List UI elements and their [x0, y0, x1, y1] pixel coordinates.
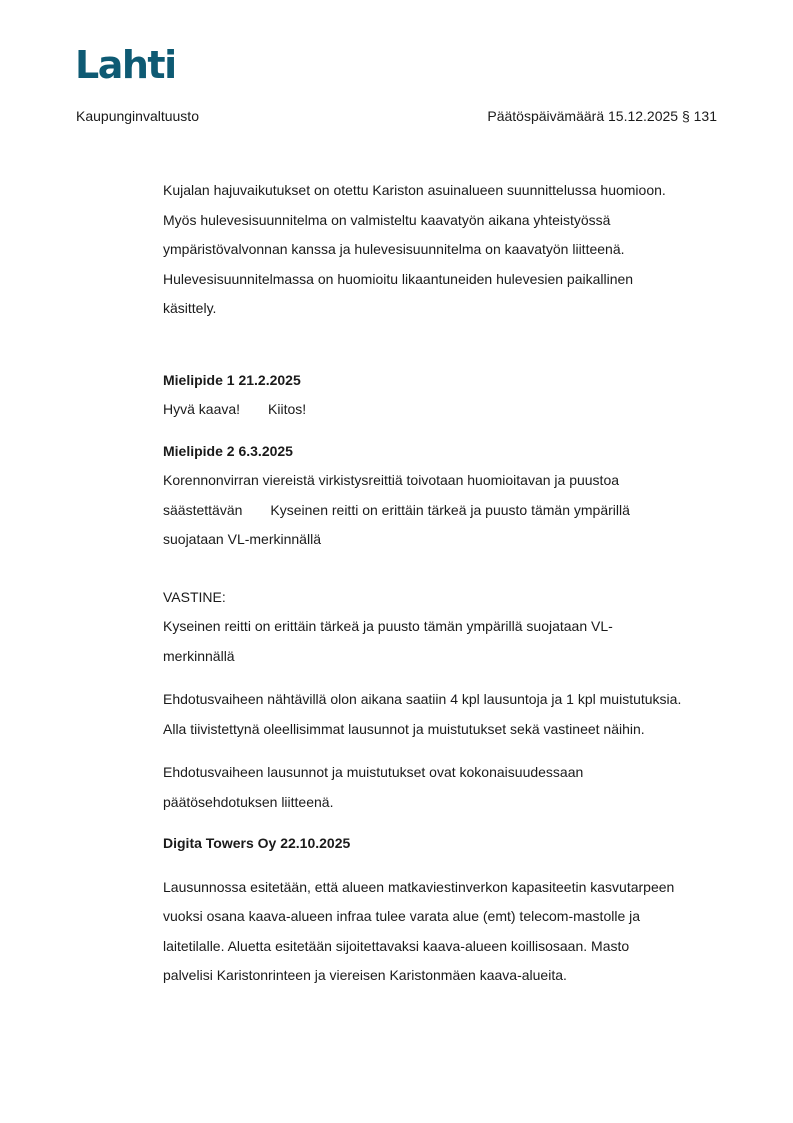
text-line: Korennonvirran viereistä virkistysreittiä toivotaan huomioitavan ja puustoa	[163, 472, 620, 488]
mielipide-1-text-a: Hyvä kaava!	[163, 401, 241, 417]
mielipide-1-text	[163, 395, 723, 425]
section-mielipide-1	[163, 366, 723, 425]
text-line: Ehdotusvaiheen nähtävillä olon aikana saatiin 4 kpl lausuntoja ja 1 kpl muistutuksia.	[163, 691, 682, 707]
text-line: palvelisi Karistonrinteen ja viereisen Karistonmäen kaava-alueita.	[163, 967, 567, 983]
section-vastine	[163, 583, 723, 672]
mielipide-2-heading: Mielipide 2 6.3.2025	[163, 442, 293, 459]
text-line: laitetilalle. Aluetta esitetään sijoitettavaksi kaava-alueen koillisosaan. Masto	[163, 937, 630, 954]
section-digita	[163, 829, 723, 991]
text-line: Ehdotusvaiheen lausunnot ja muistutukset ovat kokonaisuudessaan	[163, 764, 584, 780]
text-line: käsittely.	[163, 300, 217, 316]
text-line: Hulevesisuunnitelmassa on huomioitu likaantuneiden hulevesien paikallinen	[163, 270, 634, 287]
text-line: ympäristövalvonnan kanssa ja hulevesisuunnitelma on kaavatyön liitteenä.	[163, 241, 625, 257]
document-body	[163, 176, 723, 991]
text-line: päätösehdotuksen liitteenä.	[163, 793, 334, 810]
text-line: Kujalan hajuvaikutukset on otettu Kariston asuinalueen suunnittelussa huomioon.	[163, 182, 666, 198]
mielipide-1-text-b: Kiitos!	[268, 401, 307, 417]
text-line	[163, 496, 723, 526]
digita-heading: Digita Towers Oy 22.10.2025	[163, 835, 351, 851]
paragraph-hajuvaikutukset	[163, 176, 723, 324]
text-line: merkinnällä	[163, 647, 235, 664]
mielipide-2-line2a: säästettävän	[163, 501, 243, 518]
lahti-logo-text: Lahti	[75, 43, 176, 87]
text-line: suojataan VL-merkinnällä	[163, 531, 321, 547]
vastine-label: VASTINE:	[163, 588, 226, 605]
mielipide-1-heading: Mielipide 1 21.2.2025	[163, 371, 301, 388]
text-line: Lausunnossa esitetään, että alueen matkaviestinverkon kapasiteetin kasvutarpeen	[163, 878, 675, 895]
mielipide-2-line2b: Kyseinen reitti on erittäin tärkeä ja puusto tämän ympärillä	[270, 501, 630, 518]
header-decision-date: Päätöspäivämäärä 15.12.2025 § 131	[487, 108, 717, 124]
text-line: Myös hulevesisuunnitelma on valmisteltu kaavatyön aikana yhteistyössä	[163, 211, 611, 228]
text-line: vuoksi osana kaava-alueen infraa tulee varata alue (emt) telecom-mastolle ja	[163, 908, 641, 924]
text-line: Kyseinen reitti on erittäin tärkeä ja puusto tämän ympärillä suojataan VL-	[163, 618, 613, 634]
paragraph-ehdotus-1	[163, 685, 723, 744]
text-line: Alla tiivistettynä oleellisimmat lausunnot ja muistutukset sekä vastineet näihin.	[163, 720, 645, 737]
section-mielipide-2	[163, 437, 723, 555]
lahti-logo	[75, 43, 176, 87]
paragraph-ehdotus-2	[163, 758, 723, 817]
header-organization: Kaupunginvaltuusto	[76, 108, 199, 124]
